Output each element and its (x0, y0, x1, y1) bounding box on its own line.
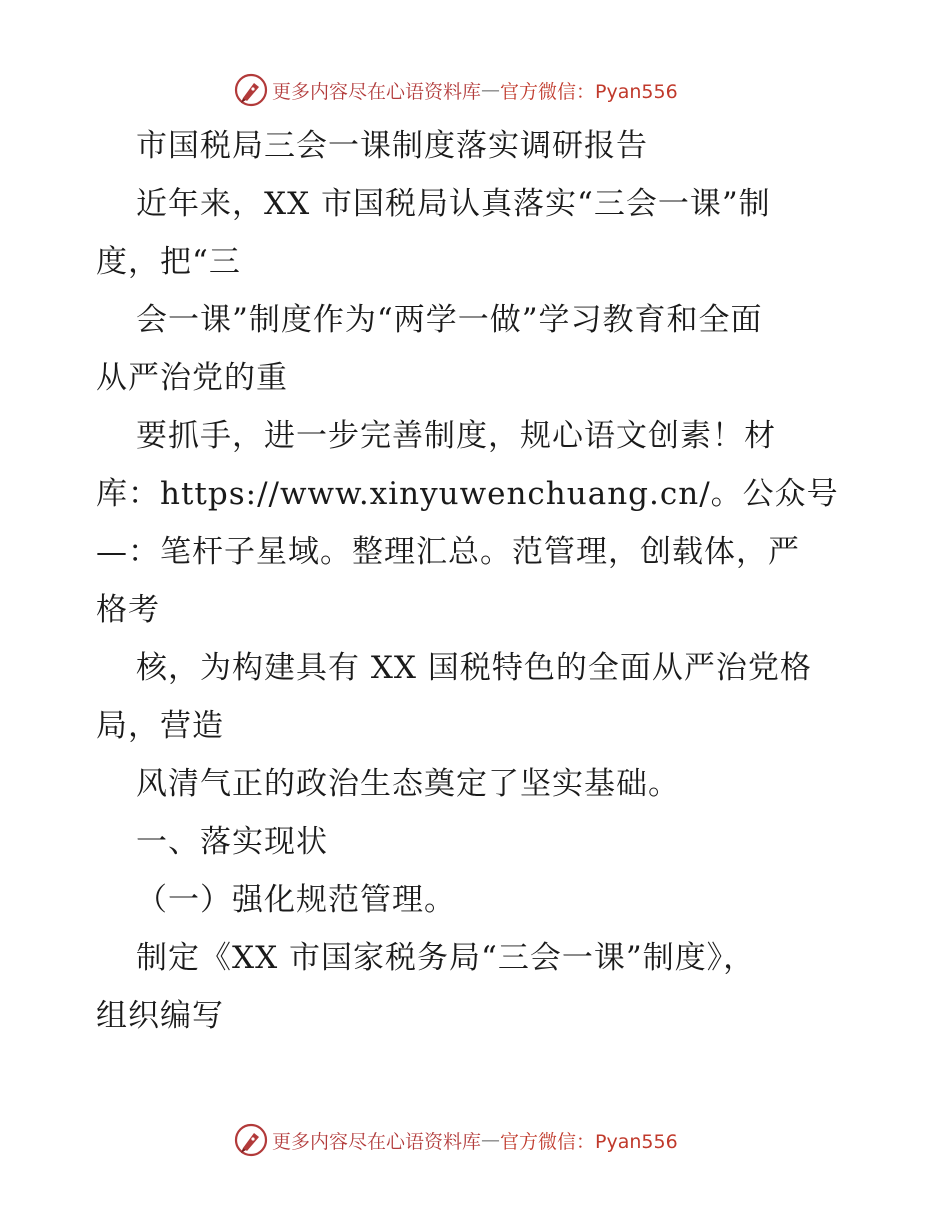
pen-nib-logo-icon (234, 1123, 268, 1157)
text-line: 度，把“三 (96, 244, 241, 280)
text-line: 组织编写 (96, 998, 224, 1034)
text-line: 局，营造 (96, 708, 224, 744)
text-line: 近年来，XX 市国税局认真落实“三会一课”制 (136, 186, 771, 222)
text-line: 核，为构建具有 XX 国税特色的全面从严治党格 (136, 650, 812, 686)
text-line: 库：https://www.xinyuwenchuang.cn/。公众号 (96, 476, 839, 512)
pen-nib-logo-icon (234, 73, 268, 107)
header-separator: — (481, 79, 501, 101)
header-promo-text: 更多内容尽在心语资料库 (272, 80, 482, 103)
header-wechat-text: 官方微信：Pyan556 (500, 80, 678, 103)
footer-banner (234, 1122, 678, 1158)
text-line: 制定《XX 市国家税务局“三会一课”制度》， (136, 940, 756, 976)
section-heading: 一、落实现状 (136, 824, 328, 860)
footer-wechat-text: 官方微信：Pyan556 (500, 1130, 678, 1153)
header-banner (234, 72, 678, 108)
footer-separator: — (481, 1129, 501, 1151)
document-title: 市国税局三会一课制度落实调研报告 (136, 128, 648, 164)
text-line: 格考 (96, 592, 160, 628)
text-line: 风清气正的政治生态奠定了坚实基础。 (136, 766, 680, 802)
text-line: —：笔杆子星域。整理汇总。范管理，创载体，严 (96, 534, 800, 570)
text-line: 从严治党的重 (96, 360, 288, 396)
subsection-heading: （一）强化规范管理。 (136, 882, 456, 918)
text-line: 要抓手，进一步完善制度，规心语文创素！材 (136, 418, 776, 454)
text-line: 会一课”制度作为“两学一做”学习教育和全面 (136, 302, 763, 338)
footer-promo-text: 更多内容尽在心语资料库 (272, 1130, 482, 1153)
